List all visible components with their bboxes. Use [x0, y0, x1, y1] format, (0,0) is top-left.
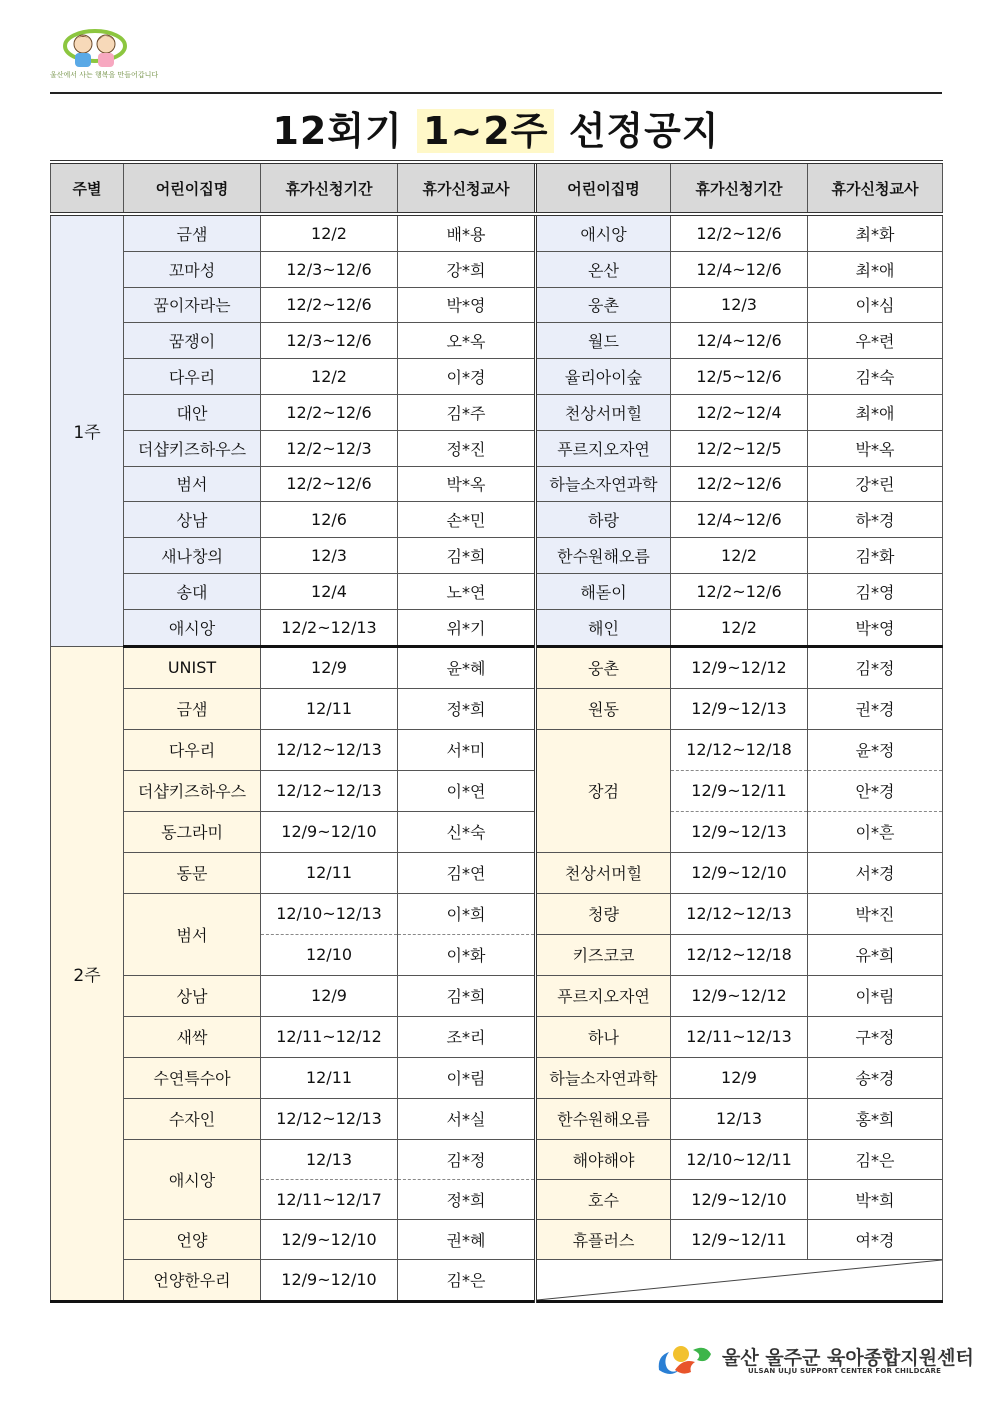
- center-name: 꼬마성: [124, 251, 261, 287]
- teacher-name: 이*흔: [808, 811, 943, 852]
- teacher-name: 안*경: [808, 770, 943, 811]
- table-row: [51, 430, 943, 466]
- title-rule: [50, 92, 942, 94]
- leave-period: 12/10: [261, 934, 398, 975]
- center-name: 하늘소자연과학: [536, 1057, 671, 1098]
- leave-period: 12/9~12/10: [671, 1179, 808, 1219]
- col-center: 어린이집명: [124, 162, 261, 214]
- col-week: 주별: [51, 162, 124, 214]
- table-row: [51, 1016, 943, 1057]
- center-name: 하랑: [536, 502, 671, 538]
- teacher-name: 신*숙: [398, 811, 536, 852]
- center-name: 더샵키즈하우스: [124, 430, 261, 466]
- org-name-english: ULSAN ULJU SUPPORT CENTER FOR CHILDCARE: [748, 1367, 942, 1375]
- leave-period: 12/2~12/13: [261, 609, 398, 646]
- week-label: 2주: [51, 646, 124, 1301]
- teacher-name: 박*영: [808, 609, 943, 646]
- table-row: [51, 609, 943, 646]
- center-name: 금샘: [124, 214, 261, 251]
- center-name: 대안: [124, 394, 261, 430]
- title-weeks: 1~2주: [417, 109, 554, 153]
- teacher-name: 윤*혜: [398, 646, 536, 688]
- table-row: [51, 729, 943, 770]
- leave-period: 12/2~12/6: [261, 287, 398, 323]
- leave-period: 12/9~12/13: [671, 688, 808, 729]
- table-row: [51, 573, 943, 609]
- leave-period: 12/9~12/11: [671, 1219, 808, 1259]
- leave-period: 12/11: [261, 1057, 398, 1098]
- teacher-name: 이*경: [398, 359, 536, 395]
- table-row: [51, 251, 943, 287]
- teacher-name: 김*은: [808, 1139, 943, 1179]
- leave-period: 12/10~12/13: [261, 893, 398, 934]
- col-period-2: 휴가신청기간: [671, 162, 808, 214]
- table-row: [51, 852, 943, 893]
- center-name: 애시앙: [124, 1139, 261, 1219]
- table-row: [51, 975, 943, 1016]
- leave-period: 12/2~12/6: [671, 466, 808, 502]
- teacher-name: 이*연: [398, 770, 536, 811]
- center-name: 해야해야: [536, 1139, 671, 1179]
- leave-period: 12/12~12/13: [261, 770, 398, 811]
- teacher-name: 정*희: [398, 1179, 536, 1219]
- center-name: 휴플러스: [536, 1219, 671, 1259]
- teacher-name: 배*용: [398, 214, 536, 251]
- center-name: 금샘: [124, 688, 261, 729]
- col-teacher-2: 휴가신청교사: [808, 162, 943, 214]
- center-name: 키즈코코: [536, 934, 671, 975]
- center-name: 다우리: [124, 729, 261, 770]
- table-row: [51, 1098, 943, 1139]
- teacher-name: 정*진: [398, 430, 536, 466]
- teacher-name: 박*진: [808, 893, 943, 934]
- teacher-name: 김*희: [398, 538, 536, 574]
- teacher-name: 이*희: [398, 893, 536, 934]
- center-name: 하나: [536, 1016, 671, 1057]
- leave-period: 12/5~12/6: [671, 359, 808, 395]
- table-row: [51, 538, 943, 574]
- col-teacher: 휴가신청교사: [398, 162, 536, 214]
- teacher-name: 권*혜: [398, 1219, 536, 1259]
- leave-period: 12/9~12/10: [261, 1219, 398, 1259]
- leave-period: 12/11: [261, 688, 398, 729]
- center-name: 수연특수아: [124, 1057, 261, 1098]
- table-row: [51, 1139, 943, 1179]
- center-name: 해돋이: [536, 573, 671, 609]
- leave-period: 12/13: [671, 1098, 808, 1139]
- center-name: 새나창의: [124, 538, 261, 574]
- center-name: 범서: [124, 893, 261, 975]
- leave-period: 12/11~12/12: [261, 1016, 398, 1057]
- leave-period: 12/11~12/17: [261, 1179, 398, 1219]
- center-name: 더샵키즈하우스: [124, 770, 261, 811]
- leave-period: 12/4~12/6: [671, 323, 808, 359]
- center-name: 푸르지오자연: [536, 975, 671, 1016]
- center-name: 웅촌: [536, 646, 671, 688]
- table-row: [51, 394, 943, 430]
- center-name: 월드: [536, 323, 671, 359]
- teacher-name: 우*련: [808, 323, 943, 359]
- teacher-name: 하*경: [808, 502, 943, 538]
- center-name: 상남: [124, 502, 261, 538]
- center-name: 온산: [536, 251, 671, 287]
- center-name: 천상서머힐: [536, 852, 671, 893]
- teacher-name: 조*리: [398, 1016, 536, 1057]
- teacher-name: 노*연: [398, 573, 536, 609]
- leave-period: 12/9~12/10: [671, 852, 808, 893]
- leave-period: 12/12~12/18: [671, 729, 808, 770]
- teacher-name: 유*희: [808, 934, 943, 975]
- teacher-name: 정*희: [398, 688, 536, 729]
- teacher-name: 서*경: [808, 852, 943, 893]
- center-name: 범서: [124, 466, 261, 502]
- leave-period: 12/2: [671, 609, 808, 646]
- center-name: 한수원해오름: [536, 538, 671, 574]
- teacher-name: 박*옥: [398, 466, 536, 502]
- leave-period: 12/12~12/13: [671, 893, 808, 934]
- leave-period: 12/12~12/18: [671, 934, 808, 975]
- leave-period: 12/2~12/6: [671, 214, 808, 251]
- table-row: [51, 770, 943, 811]
- page-title: [50, 100, 942, 155]
- center-name: 언양한우리: [124, 1259, 261, 1301]
- leave-period: 12/9~12/12: [671, 975, 808, 1016]
- teacher-name: 권*경: [808, 688, 943, 729]
- leave-period: 12/2~12/4: [671, 394, 808, 430]
- leave-period: 12/3: [261, 538, 398, 574]
- teacher-name: 이*화: [398, 934, 536, 975]
- teacher-name: 최*애: [808, 251, 943, 287]
- table-row: [51, 893, 943, 934]
- table-row: [51, 688, 943, 729]
- teacher-name: 김*숙: [808, 359, 943, 395]
- leave-period: 12/12~12/13: [261, 1098, 398, 1139]
- leave-period: 12/3~12/6: [261, 251, 398, 287]
- leave-period: 12/9~12/12: [671, 646, 808, 688]
- table-row: [51, 323, 943, 359]
- center-name: 호수: [536, 1179, 671, 1219]
- teacher-name: 이*심: [808, 287, 943, 323]
- leave-period: 12/9~12/10: [261, 811, 398, 852]
- leave-period: 12/9: [261, 975, 398, 1016]
- leave-period: 12/3~12/6: [261, 323, 398, 359]
- center-name: 애시앙: [124, 609, 261, 646]
- center-name: 푸르지오자연: [536, 430, 671, 466]
- empty-cell: [536, 1259, 943, 1301]
- center-name: 애시앙: [536, 214, 671, 251]
- teacher-name: 이*림: [398, 1057, 536, 1098]
- leave-period: 12/2~12/3: [261, 430, 398, 466]
- col-period: 휴가신청기간: [261, 162, 398, 214]
- center-name: 율리아이숲: [536, 359, 671, 395]
- table-row: [51, 466, 943, 502]
- leave-period: 12/3: [671, 287, 808, 323]
- table-row: [51, 287, 943, 323]
- center-name: 언양: [124, 1219, 261, 1259]
- center-name: 해인: [536, 609, 671, 646]
- leave-period: 12/4: [261, 573, 398, 609]
- leave-period: 12/9: [671, 1057, 808, 1098]
- teacher-name: 김*희: [398, 975, 536, 1016]
- leave-period: 12/11: [261, 852, 398, 893]
- table-row: [51, 359, 943, 395]
- teacher-name: 최*화: [808, 214, 943, 251]
- teacher-name: 김*화: [808, 538, 943, 574]
- leave-period: 12/12~12/13: [261, 729, 398, 770]
- col-center-2: 어린이집명: [536, 162, 671, 214]
- leave-period: 12/13: [261, 1139, 398, 1179]
- logo-tagline: 울산에서 사는 행복을 만들어갑니다: [50, 71, 159, 79]
- leave-period: 12/6: [261, 502, 398, 538]
- teacher-name: 송*경: [808, 1057, 943, 1098]
- teacher-name: 이*림: [808, 975, 943, 1016]
- leave-period: 12/9~12/13: [671, 811, 808, 852]
- leave-period: 12/2~12/6: [261, 394, 398, 430]
- teacher-name: 서*미: [398, 729, 536, 770]
- teacher-name: 윤*정: [808, 729, 943, 770]
- leave-period: 12/10~12/11: [671, 1139, 808, 1179]
- teacher-name: 홍*희: [808, 1098, 943, 1139]
- center-name: 꿈쟁이: [124, 323, 261, 359]
- teacher-name: 박*옥: [808, 430, 943, 466]
- title-notice: 선정공지: [568, 109, 720, 153]
- teacher-name: 김*정: [808, 646, 943, 688]
- leave-period: 12/11~12/13: [671, 1016, 808, 1057]
- schedule-table: [50, 160, 943, 1303]
- center-name: 청량: [536, 893, 671, 934]
- center-name: 새싹: [124, 1016, 261, 1057]
- leave-period: 12/9~12/11: [671, 770, 808, 811]
- table-row: [51, 502, 943, 538]
- leave-period: 12/4~12/6: [671, 251, 808, 287]
- teacher-name: 여*경: [808, 1219, 943, 1259]
- leave-period: 12/2~12/5: [671, 430, 808, 466]
- center-name: 한수원해오름: [536, 1098, 671, 1139]
- teacher-name: 박*영: [398, 287, 536, 323]
- center-logo-icon: [655, 1340, 715, 1378]
- center-name: 송대: [124, 573, 261, 609]
- title-session: 12회기: [272, 109, 403, 153]
- teacher-name: 구*정: [808, 1016, 943, 1057]
- center-name: 장검: [536, 729, 671, 852]
- center-name: 꿈이자라는: [124, 287, 261, 323]
- table-row: [51, 1057, 943, 1098]
- leave-period: 12/2: [261, 214, 398, 251]
- center-name: 동문: [124, 852, 261, 893]
- center-name: 원동: [536, 688, 671, 729]
- center-name: 웅촌: [536, 287, 671, 323]
- teacher-name: 강*희: [398, 251, 536, 287]
- teacher-name: 위*기: [398, 609, 536, 646]
- leave-period: 12/2: [671, 538, 808, 574]
- center-name: 천상서머힐: [536, 394, 671, 430]
- teacher-name: 김*연: [398, 852, 536, 893]
- teacher-name: 서*실: [398, 1098, 536, 1139]
- org-name: 울산 울주군 육아종합지원센터: [722, 1347, 974, 1369]
- teacher-name: 최*애: [808, 394, 943, 430]
- teacher-name: 강*린: [808, 466, 943, 502]
- table-row: [51, 646, 943, 688]
- teacher-name: 손*민: [398, 502, 536, 538]
- teacher-name: 김*정: [398, 1139, 536, 1179]
- leave-period: 12/2~12/6: [261, 466, 398, 502]
- center-name: 하늘소자연과학: [536, 466, 671, 502]
- table-header-row: [51, 162, 943, 214]
- leave-period: 12/2~12/6: [671, 573, 808, 609]
- table-row: [51, 1259, 943, 1301]
- week-label: 1주: [51, 214, 124, 646]
- center-name: 상남: [124, 975, 261, 1016]
- table-row: [51, 811, 943, 852]
- center-name: UNIST: [124, 646, 261, 688]
- teacher-name: 오*옥: [398, 323, 536, 359]
- center-name: 수자인: [124, 1098, 261, 1139]
- teacher-name: 김*은: [398, 1259, 536, 1301]
- table-row: [51, 214, 943, 251]
- diagonal-line: [537, 1260, 942, 1300]
- leave-period: 12/9~12/10: [261, 1259, 398, 1301]
- teacher-name: 김*주: [398, 394, 536, 430]
- center-name: 다우리: [124, 359, 261, 395]
- leave-period: 12/9: [261, 646, 398, 688]
- center-name: 동그라미: [124, 811, 261, 852]
- leave-period: 12/4~12/6: [671, 502, 808, 538]
- teacher-name: 김*영: [808, 573, 943, 609]
- table-row: [51, 1219, 943, 1259]
- leave-period: 12/2: [261, 359, 398, 395]
- teacher-name: 박*희: [808, 1179, 943, 1219]
